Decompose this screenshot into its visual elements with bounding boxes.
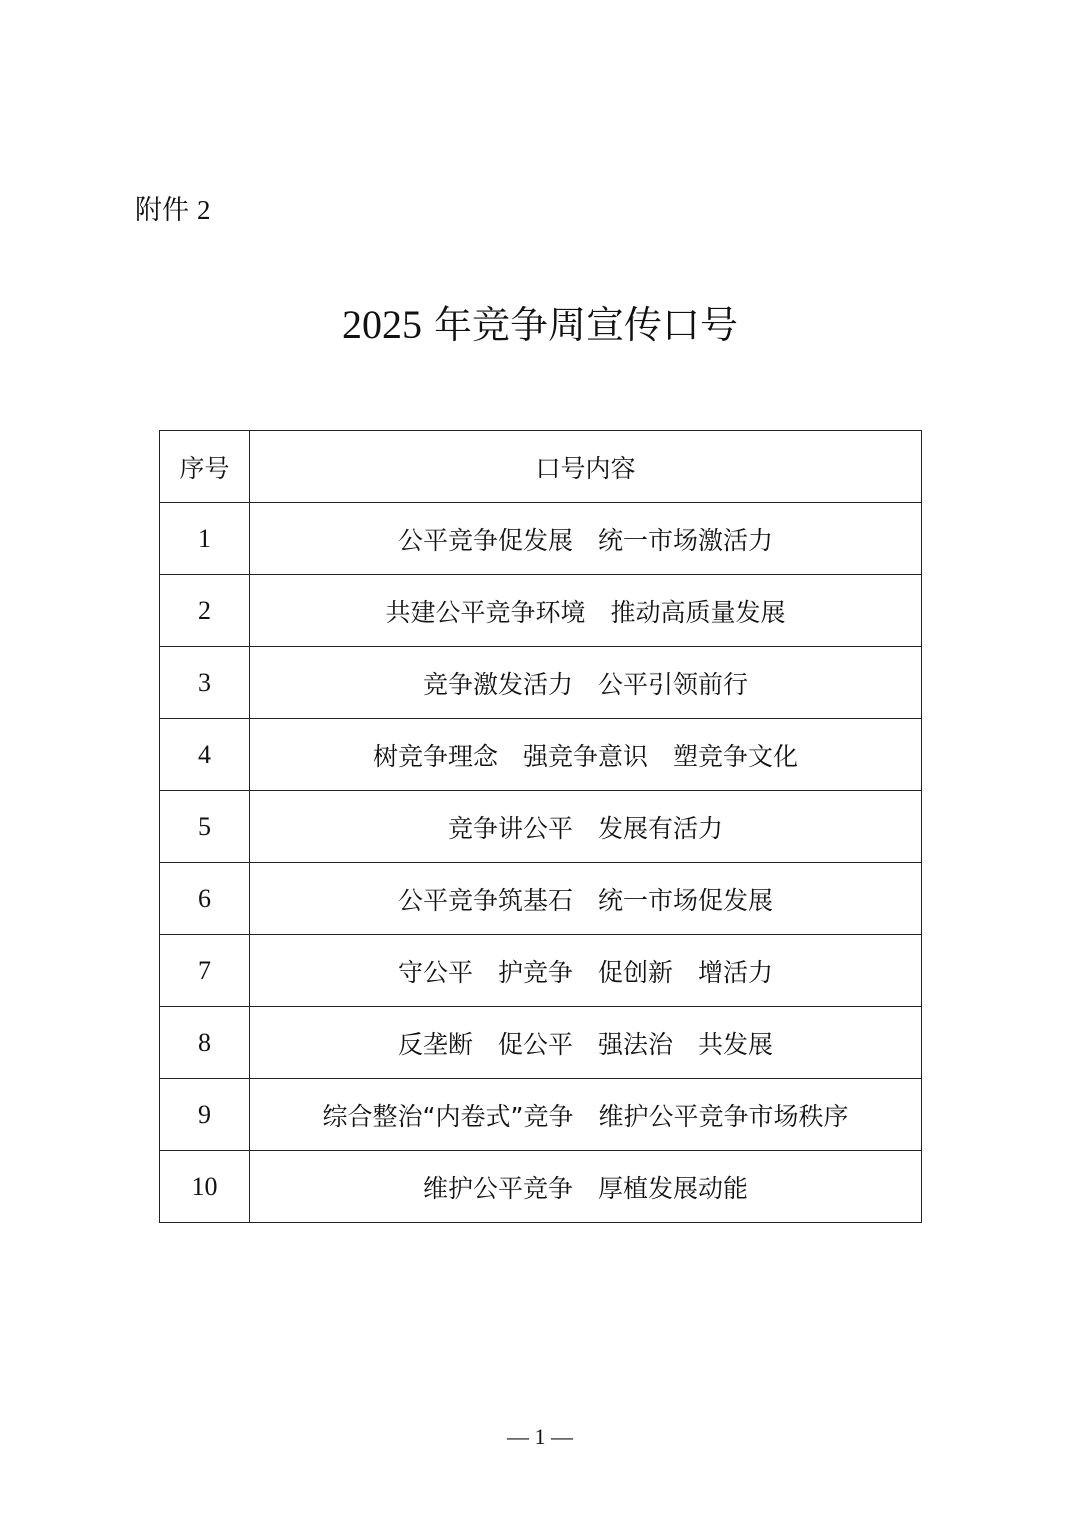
table-row <box>160 647 922 719</box>
row-slogan: 竞争激发活力 公平引领前行 <box>250 647 922 719</box>
row-slogan: 综合整治“内卷式”竞争 维护公平竞争市场秩序 <box>250 1079 922 1151</box>
document-title <box>0 298 1080 352</box>
page-number: — 1 — <box>507 1424 573 1449</box>
row-slogan: 反垄断 促公平 强法治 共发展 <box>250 1007 922 1079</box>
row-index: 4 <box>160 719 250 791</box>
slogan-table <box>159 430 922 1223</box>
title-text: 年竞争周宣传口号 <box>433 303 738 347</box>
title-year: 2025 <box>341 302 422 347</box>
table-row <box>160 863 922 935</box>
attachment-number: 2 <box>197 195 211 225</box>
attachment-label <box>135 190 211 231</box>
row-slogan: 共建公平竞争环境 推动高质量发展 <box>250 575 922 647</box>
table-row <box>160 503 922 575</box>
header-content: 口号内容 <box>250 431 922 503</box>
row-index: 6 <box>160 863 250 935</box>
table-row <box>160 1007 922 1079</box>
row-index: 1 <box>160 503 250 575</box>
table-row <box>160 719 922 791</box>
table-header-row <box>160 431 922 503</box>
table-row <box>160 1151 922 1223</box>
row-index: 5 <box>160 791 250 863</box>
attachment-label-text: 附件 <box>135 195 189 226</box>
row-index: 2 <box>160 575 250 647</box>
table-row <box>160 1079 922 1151</box>
row-slogan: 维护公平竞争 厚植发展动能 <box>250 1151 922 1223</box>
table-row <box>160 935 922 1007</box>
row-slogan: 竞争讲公平 发展有活力 <box>250 791 922 863</box>
row-index: 3 <box>160 647 250 719</box>
header-index: 序号 <box>160 431 250 503</box>
row-index: 10 <box>160 1151 250 1223</box>
row-index: 7 <box>160 935 250 1007</box>
row-slogan: 公平竞争筑基石 统一市场促发展 <box>250 863 922 935</box>
row-index: 9 <box>160 1079 250 1151</box>
row-slogan: 公平竞争促发展 统一市场激活力 <box>250 503 922 575</box>
row-slogan: 守公平 护竞争 促创新 增活力 <box>250 935 922 1007</box>
row-index: 8 <box>160 1007 250 1079</box>
table-row <box>160 791 922 863</box>
row-slogan: 树竞争理念 强竞争意识 塑竞争文化 <box>250 719 922 791</box>
table-row <box>160 575 922 647</box>
